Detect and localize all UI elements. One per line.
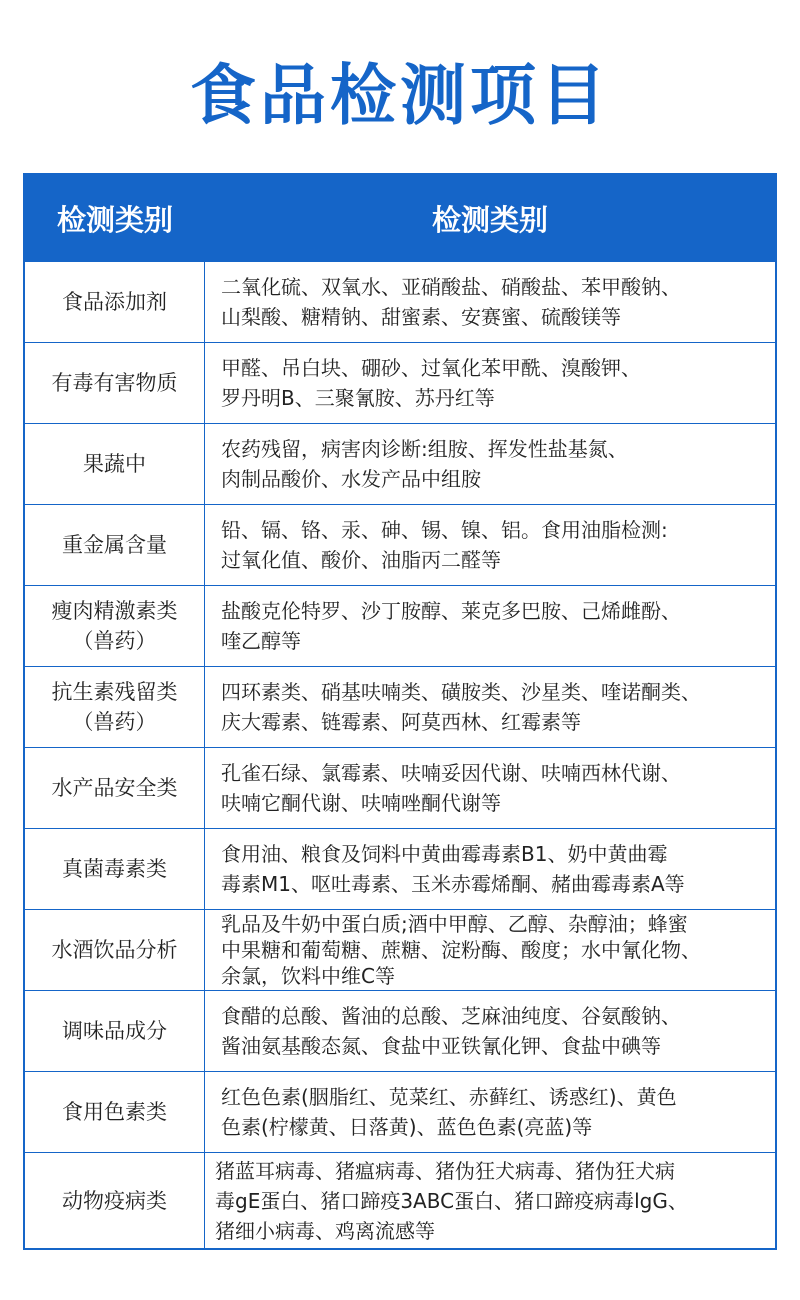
- row-category: 食品添加剂: [25, 262, 205, 342]
- row-category: 真菌毒素类: [25, 829, 205, 909]
- row-category: 食用色素类: [25, 1072, 205, 1152]
- row-items: 孔雀石绿、氯霉素、呋喃妥因代谢、呋喃西林代谢、 呋喃它酮代谢、呋喃唑酮代谢等: [221, 761, 681, 815]
- detection-table: [23, 173, 777, 1250]
- row-category: 瘦肉精激素类 （兽药）: [25, 586, 205, 666]
- row-category: 调味品成分: [25, 991, 205, 1071]
- row-items: 红色色素(胭脂红、苋菜红、赤藓红、诱惑红)、黄色 色素(柠檬黄、日落黄)、蓝色色素(亮蓝)等: [221, 1085, 677, 1139]
- row-items: 甲醛、吊白块、硼砂、过氧化苯甲酰、溴酸钾、 罗丹明B、三聚氰胺、苏丹红等: [221, 356, 641, 410]
- row-items: 乳品及牛奶中蛋白质;酒中甲醇、乙醇、杂醇油；蜂蜜 中果糖和葡萄糖、蔗糖、淀粉酶、酸度；水中氰化物、 余氯，饮料中维C等: [221, 912, 701, 988]
- table-row: [25, 828, 775, 909]
- row-items: 猪蓝耳病毒、猪瘟病毒、猪伪狂犬病毒、猪伪狂犬病 毒gE蛋白、猪口蹄疫3ABC蛋白、猪口蹄疫病毒lgG、 猪细小病毒、鸡离流感等: [215, 1158, 688, 1243]
- table-row: [25, 504, 775, 585]
- row-items: 食用油、粮食及饲料中黄曲霉毒素B1、奶中黄曲霉 毒素M1、呕吐毒素、玉米赤霉烯酮、赭曲霉毒素A等: [221, 842, 685, 896]
- row-items: 铅、镉、铬、汞、砷、锡、镍、铝。食用油脂检测: 过氧化值、酸价、油脂丙二醛等: [221, 518, 668, 572]
- header-items: 检测类别: [431, 202, 548, 237]
- row-category: 水产品安全类: [25, 748, 205, 828]
- table-row: [25, 909, 775, 990]
- table-row: [25, 747, 775, 828]
- table-row: [25, 1071, 775, 1152]
- table-header: [25, 175, 775, 261]
- row-category: 抗生素残留类 （兽药）: [25, 667, 205, 747]
- table-row: [25, 342, 775, 423]
- header-category: 检测类别: [56, 202, 173, 237]
- table-row: [25, 423, 775, 504]
- row-items: 食醋的总酸、酱油的总酸、芝麻油纯度、谷氨酸钠、 酱油氨基酸态氮、食盐中亚铁氰化钾、食盐中碘等: [221, 1004, 681, 1058]
- table-row: [25, 990, 775, 1071]
- page-title: 食品检测项目: [190, 56, 610, 134]
- row-items: 盐酸克伦特罗、沙丁胺醇、莱克多巴胺、己烯雌酚、 喹乙醇等: [221, 599, 681, 653]
- row-category: 有毒有害物质: [25, 343, 205, 423]
- row-category: 水酒饮品分析: [25, 910, 205, 990]
- row-items: 二氧化硫、双氧水、亚硝酸盐、硝酸盐、苯甲酸钠、 山梨酸、糖精钠、甜蜜素、安赛蜜、硫酸镁等: [221, 275, 681, 329]
- row-items: 农药残留，病害肉诊断:组胺、挥发性盐基氮、 肉制品酸价、水发产品中组胺: [221, 437, 628, 491]
- table-row: [25, 585, 775, 666]
- table-row: [25, 666, 775, 747]
- table-row: [25, 261, 775, 342]
- table-row: [25, 1152, 775, 1248]
- row-category: 果蔬中: [25, 424, 205, 504]
- row-category: 动物疫病类: [25, 1153, 205, 1248]
- row-items: 四环素类、硝基呋喃类、磺胺类、沙星类、喹诺酮类、 庆大霉素、链霉素、阿莫西林、红霉素等: [221, 680, 701, 734]
- row-category: 重金属含量: [25, 505, 205, 585]
